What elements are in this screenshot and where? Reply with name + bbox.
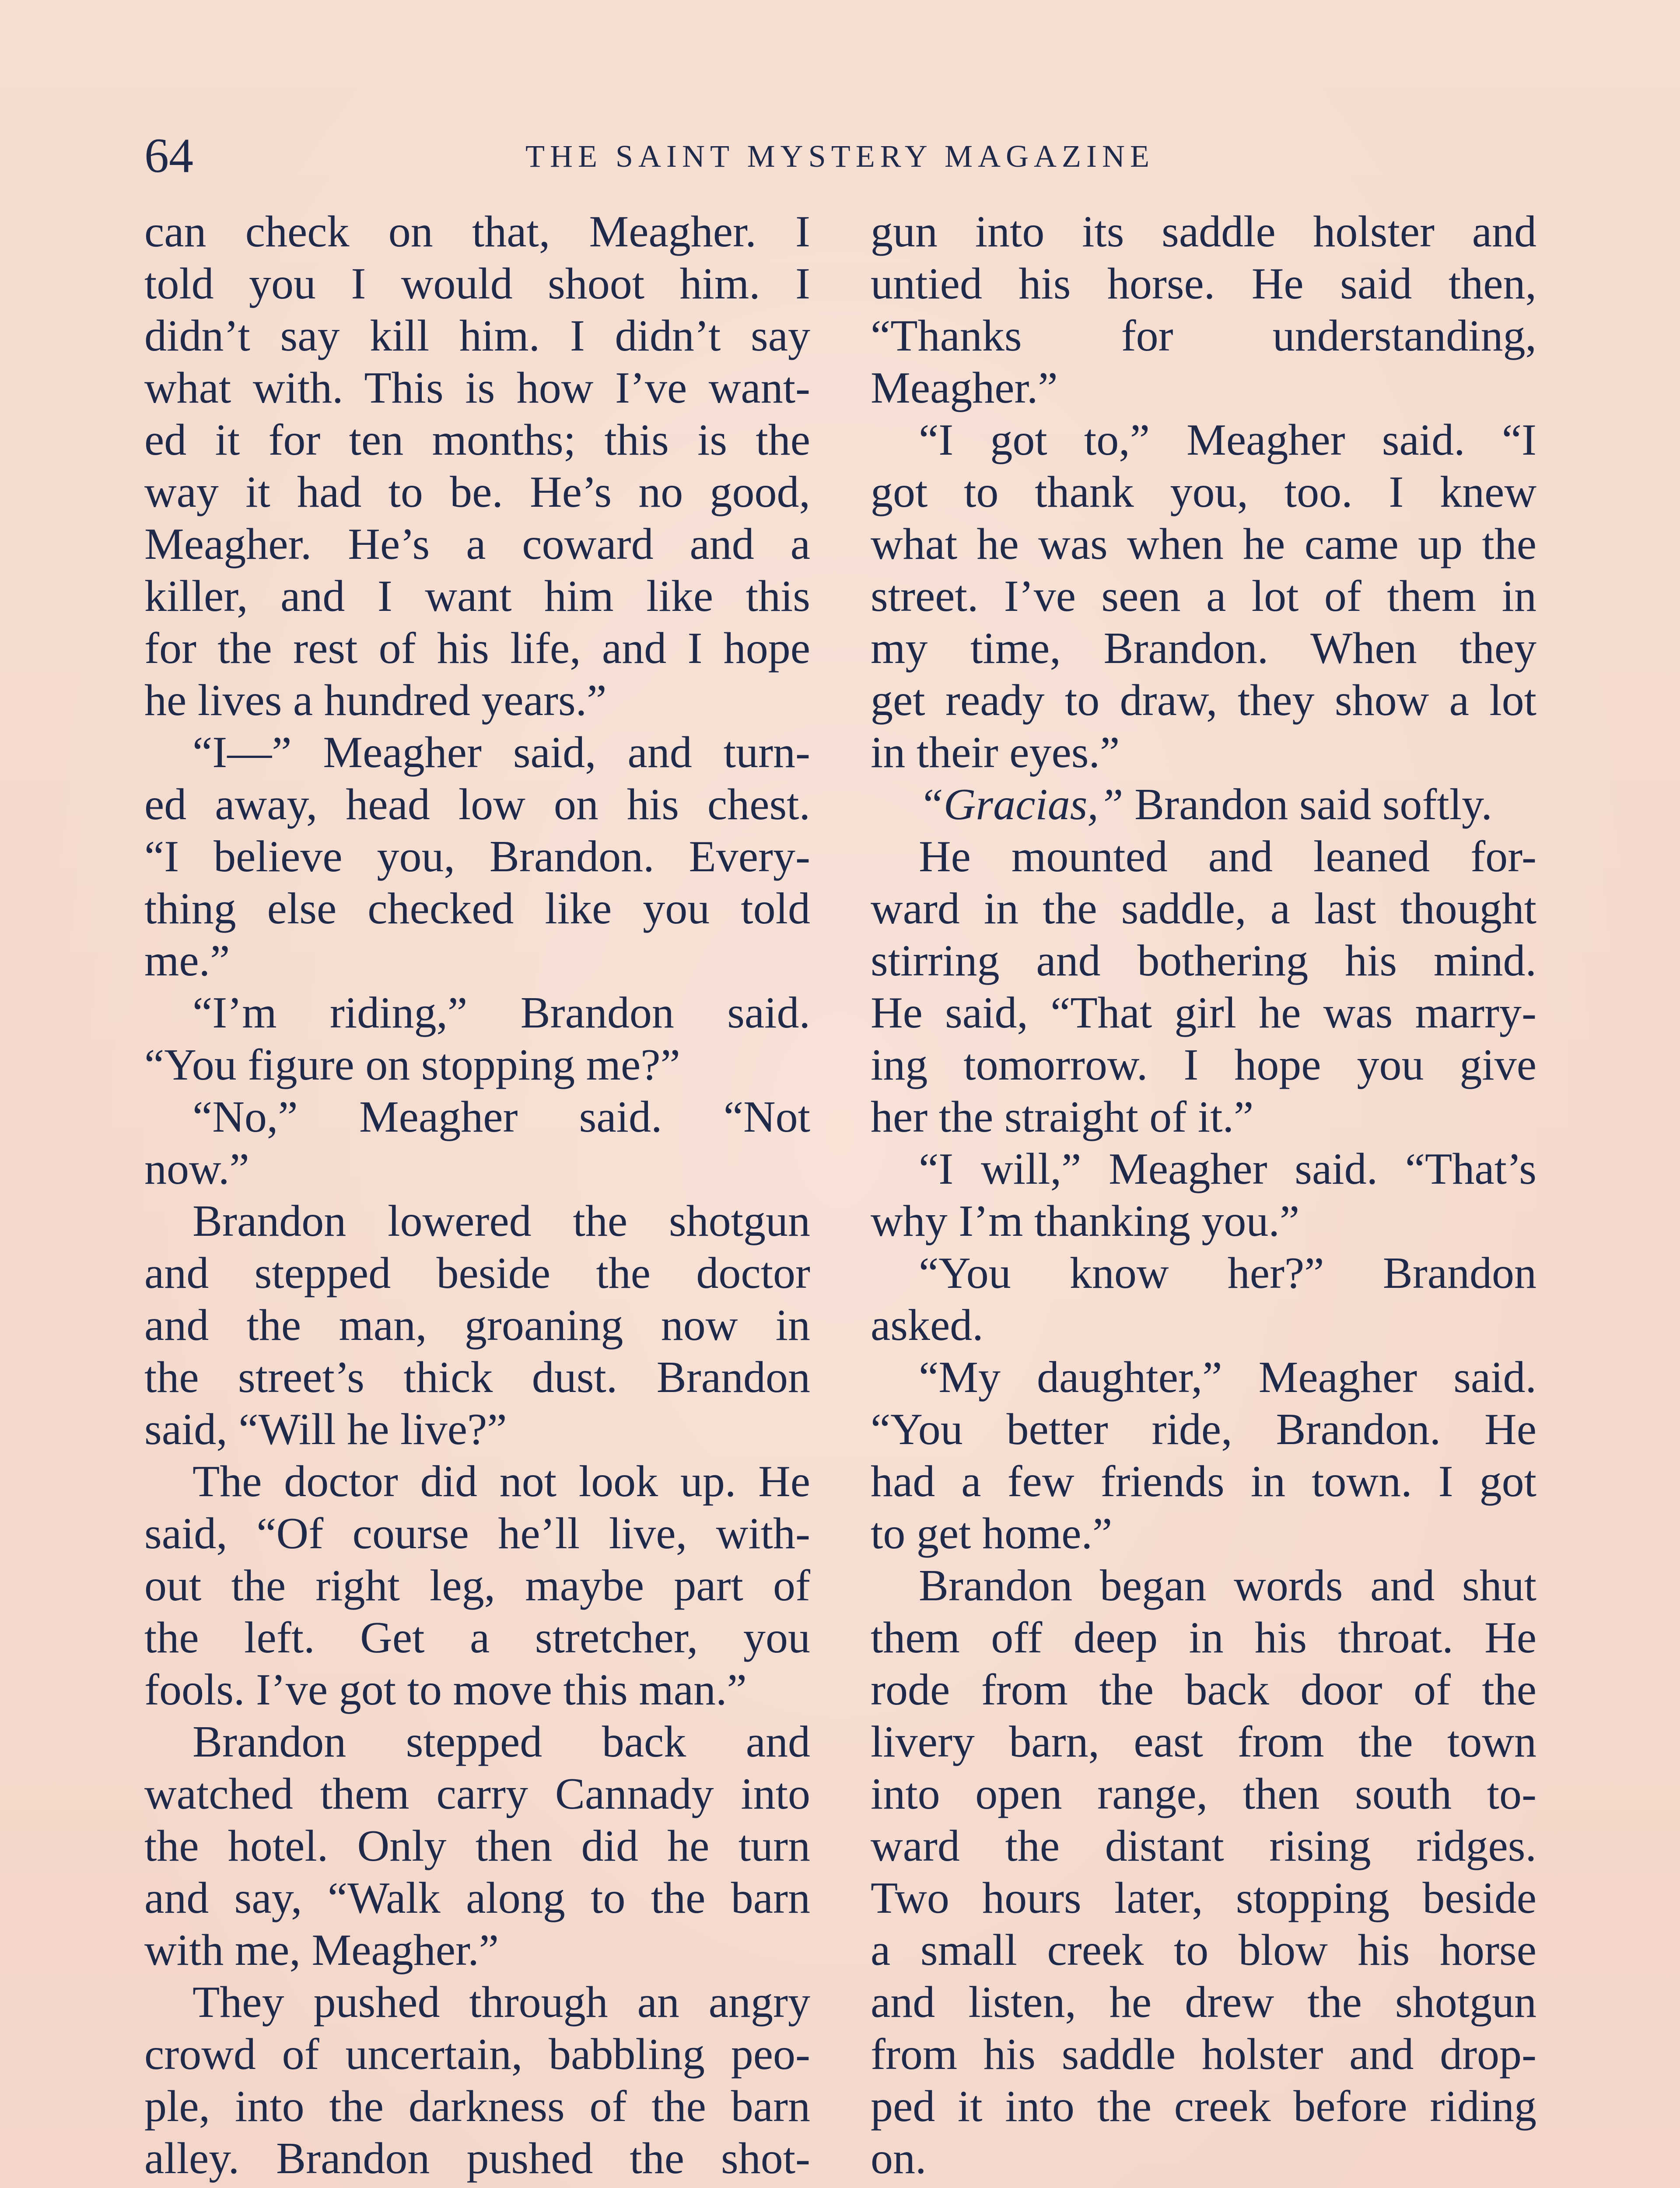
text-line: alley. Brandon pushed the shot-	[144, 2134, 810, 2183]
text-line: a small creek to blow his horse	[871, 1925, 1536, 1975]
text-line: Meagher.”	[871, 363, 1058, 413]
text-line: the hotel. Only then did he turn	[144, 1821, 810, 1871]
text-line: can check on that, Meagher. I	[144, 207, 810, 256]
text-line: The doctor did not look up. He	[192, 1457, 810, 1506]
text-line: They pushed through an angry	[192, 1978, 810, 2027]
text-line: Brandon began words and shut	[919, 1561, 1536, 1610]
text-line: He mounted and leaned for-	[919, 832, 1536, 881]
text-line: “I got to,” Meagher said. “I	[919, 415, 1536, 465]
text-line: gun into its saddle holster and	[871, 207, 1536, 256]
text-line: killer, and I want him like this	[144, 572, 810, 621]
text-line: ped it into the creek before riding	[871, 2082, 1536, 2131]
text-line: ward the distant rising ridges.	[871, 1821, 1536, 1871]
text-line: to get home.”	[871, 1509, 1113, 1558]
text-line: watched them carry Cannady into	[144, 1769, 810, 1819]
text-line: “You better ride, Brandon. He	[871, 1405, 1536, 1454]
text-line: told you I would shoot him. I	[144, 259, 810, 309]
text-line: why I’m thanking you.”	[871, 1196, 1300, 1246]
text-line: for the rest of his life, and I hope	[144, 624, 810, 673]
text-line: “I will,” Meagher said. “That’s	[919, 1144, 1536, 1194]
text-line: “I’m riding,” Brandon said.	[192, 988, 810, 1038]
text-line: and say, “Walk along to the barn	[144, 1873, 810, 1923]
paragraph	[144, 1091, 810, 1195]
running-head-title: THE SAINT MYSTERY MAGAZINE	[525, 139, 1155, 174]
text-line: on.	[871, 2134, 927, 2183]
text-line: Brandon stepped back and	[192, 1717, 810, 1767]
paragraph	[144, 1195, 810, 1455]
text-line: now.”	[144, 1144, 249, 1194]
text-line: my time, Brandon. When they	[871, 624, 1536, 673]
text-line: Two hours later, stopping beside	[871, 1873, 1536, 1923]
text-line: fools. I’ve got to move this man.”	[144, 1665, 747, 1715]
text-line: me.”	[144, 936, 230, 985]
text-line: way it had to be. He’s no good,	[144, 467, 810, 517]
text-line: rode from the back door of the	[871, 1665, 1536, 1715]
text-line: “I believe you, Brandon. Every-	[144, 832, 810, 881]
text-line: out the right leg, maybe part of	[144, 1561, 810, 1610]
text-line: street. I’ve seen a lot of them in	[871, 572, 1536, 621]
text-span: Brandon said softly.	[1123, 780, 1492, 829]
text-line: and listen, he drew the shotgun	[871, 1978, 1536, 2027]
text-line: didn’t say kill him. I didn’t say	[144, 311, 810, 361]
paragraph	[871, 1560, 1536, 2184]
paragraph	[144, 1716, 810, 1976]
text-line: ed away, head low on his chest.	[144, 780, 810, 829]
text-line: ed it for ten months; this is the	[144, 415, 810, 465]
text-line: he lives a hundred years.”	[144, 676, 607, 725]
text-line: into open range, then south to-	[871, 1769, 1536, 1819]
text-line: “You know her?” Brandon	[919, 1248, 1536, 1298]
text-line: said, “Will he live?”	[144, 1405, 507, 1454]
text-line: in their eyes.”	[871, 728, 1120, 777]
text-line: thing else checked like you told	[144, 884, 810, 933]
text-line: had a few friends in town. I got	[871, 1457, 1536, 1506]
text-line: “I—” Meagher said, and turn-	[192, 728, 810, 777]
text-line: “Thanks for understanding,	[871, 311, 1536, 361]
text-line: ple, into the darkness of the barn	[144, 2082, 810, 2131]
text-line: Meagher. He’s a coward and a	[144, 519, 810, 569]
right-text-column	[871, 206, 1536, 2184]
text-line: her the straight of it.”	[871, 1092, 1254, 1142]
text-line: asked.	[871, 1301, 984, 1350]
text-line: livery barn, east from the town	[871, 1717, 1536, 1767]
text-line: ward in the saddle, a last thought	[871, 884, 1536, 933]
paragraph	[144, 726, 810, 987]
text-line: “My daughter,” Meagher said.	[919, 1353, 1536, 1402]
page-number: 64	[144, 129, 193, 183]
paragraph	[871, 1143, 1536, 1247]
text-line: He said, “That girl he was marry-	[871, 988, 1536, 1038]
paragraph	[144, 1976, 810, 2184]
text-line: Brandon lowered the shotgun	[192, 1196, 810, 1246]
paragraph	[144, 1455, 810, 1716]
text-line: got to thank you, too. I knew	[871, 467, 1536, 517]
paragraph	[871, 831, 1536, 1143]
text-line: and stepped beside the doctor	[144, 1248, 810, 1298]
text-line: with me, Meagher.”	[144, 1925, 499, 1975]
paragraph	[144, 206, 810, 726]
text-line: the street’s thick dust. Brandon	[144, 1353, 810, 1402]
text-line: “You figure on stopping me?”	[144, 1040, 680, 1090]
text-line: what he was when he came up the	[871, 519, 1536, 569]
text-line: said, “Of course he’ll live, with-	[144, 1509, 810, 1558]
text-line	[871, 778, 1536, 831]
italic-text: “Gracias,”	[919, 780, 1124, 829]
text-line: crowd of uncertain, babbling peo-	[144, 2030, 810, 2079]
text-line: stirring and bothering his mind.	[871, 936, 1536, 985]
text-line: get ready to draw, they show a lot	[871, 676, 1536, 725]
paragraph	[871, 778, 1536, 831]
text-line: untied his horse. He said then,	[871, 259, 1536, 309]
text-line: from his saddle holster and drop-	[871, 2030, 1536, 2079]
text-line: “No,” Meagher said. “Not	[192, 1092, 810, 1142]
left-text-column	[144, 206, 810, 2184]
paragraph	[871, 206, 1536, 414]
text-line: what with. This is how I’ve want-	[144, 363, 810, 413]
text-line: ing tomorrow. I hope you give	[871, 1040, 1536, 1090]
paragraph	[871, 1351, 1536, 1560]
text-line: them off deep in his throat. He	[871, 1613, 1536, 1662]
paragraph	[144, 987, 810, 1091]
paragraph	[871, 414, 1536, 778]
paragraph	[871, 1247, 1536, 1351]
text-line: and the man, groaning now in	[144, 1301, 810, 1350]
text-line: the left. Get a stretcher, you	[144, 1613, 810, 1662]
